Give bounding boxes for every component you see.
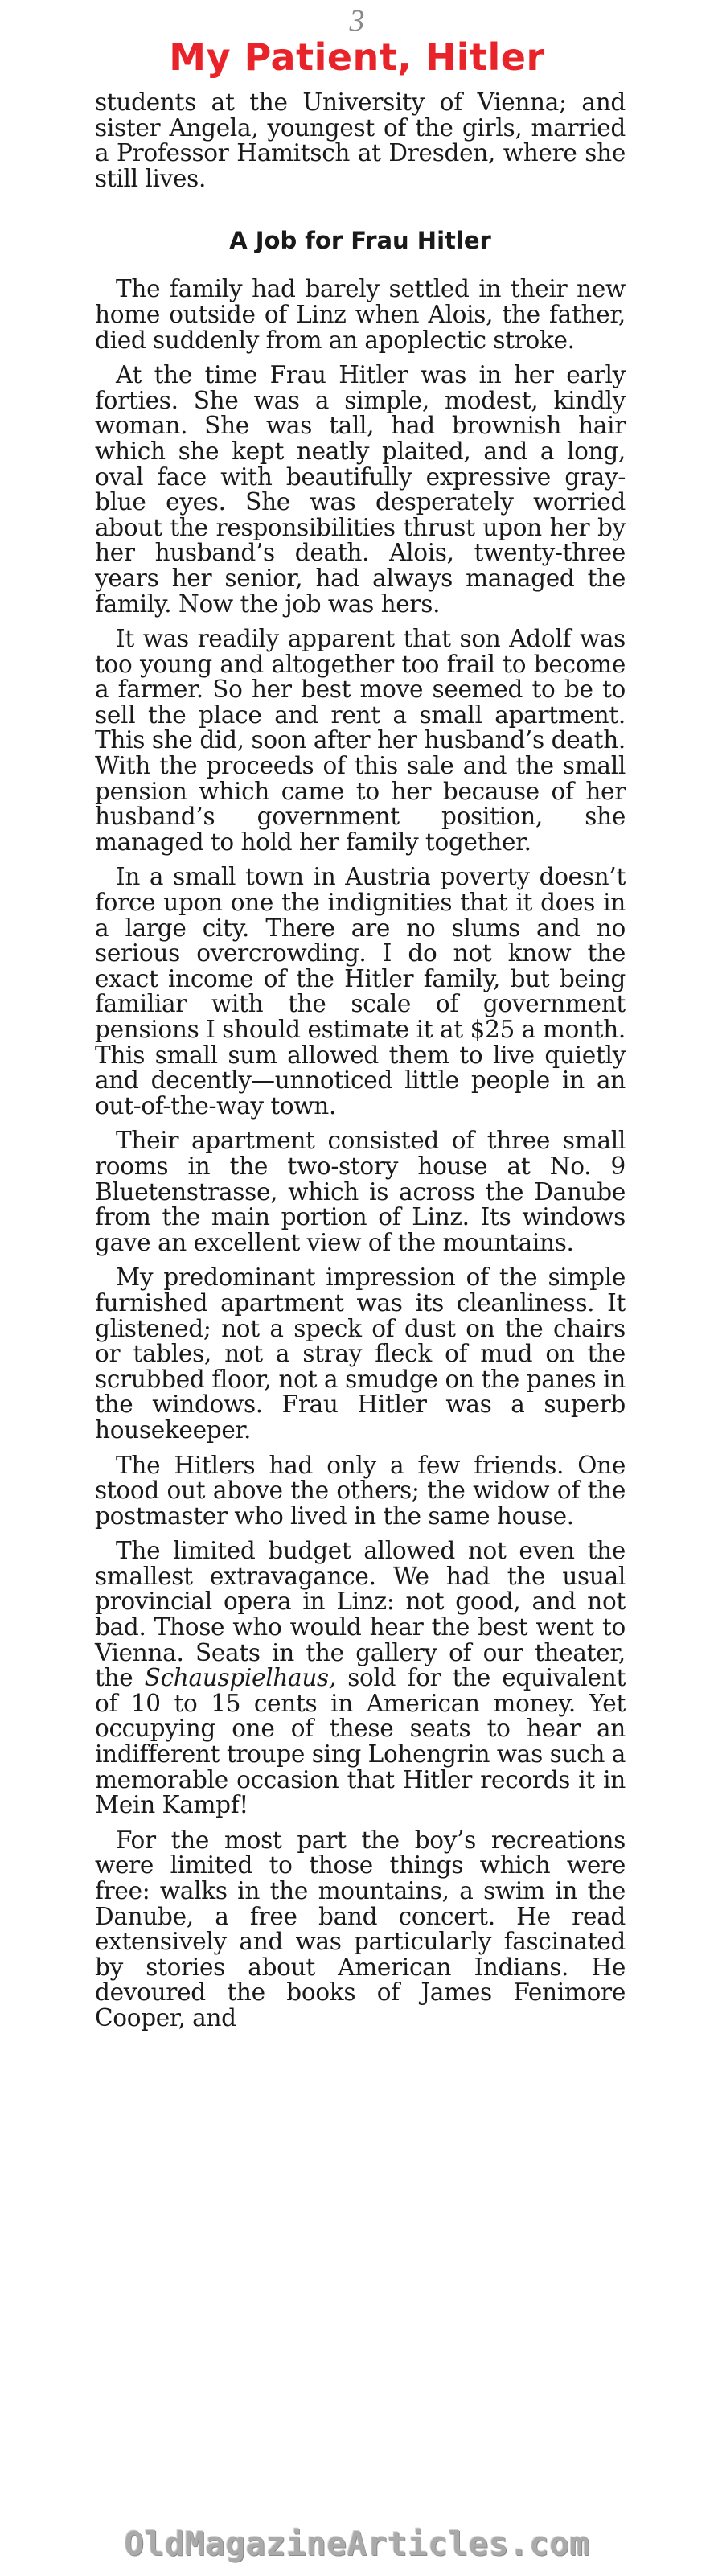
paragraph: The Hitlers had only a few friends. One stood out above the others; the widow of the postmaster who lived in the same house.: [95, 1451, 626, 1530]
paragraph: students at the University of Vienna; and sister Angela, youngest of the girls, married a Professor Hamitsch at Dresden, where she still lives.: [95, 88, 626, 192]
page-number: 3: [349, 4, 365, 38]
paragraph: The family had barely settled in their new home outside of Linz when Alois, the father, died suddenly from an apoplectic stroke.: [95, 275, 626, 354]
paragraph: At the time Frau Hitler was in her early forties. She was a simple, modest, kindly woman. She was tall, had brownish hair which she kept neatly plaited, and a long, oval face with beautifully expressive gray-blue eyes. She was desperately worried about the responsibilities thrust upon her by her husband’s death. Alois, twenty-three years her senior, had always managed the family. Now the job was hers.: [95, 361, 626, 618]
paragraph: My predominant impression of the simple furnished apartment was its cleanliness. It glistened; not a speck of dust on the chairs or tables, not a stray fleck of mud on the scrubbed floor, not a smudge on the panes in the windows. Frau Hitler was a superb housekeeper.: [95, 1263, 626, 1444]
headline: My Patient, Hitler: [169, 35, 545, 79]
theater-name: Schauspielhaus,: [144, 1664, 336, 1692]
paragraph: In a small town in Austria poverty doesn’t force upon one the indignities that it does in a large city. There are no slums and no serious overcrowding. I do not know the exact income of the Hitler family, but being familiar with the scale of government pensions I should estimate it at $25 a month. This small sum allowed them to live quietly and decently—unnoticed little people in an out-of-the-way town.: [95, 863, 626, 1120]
paragraph: It was readily apparent that son Adolf was too young and altogether too frail to become a farmer. So her best move seemed to be to sell the place and rent a small apartment. This she did, soon after her husband’s death. With the proceeds of this sale and the small pension which came to her because of her husband’s government position, she managed to hold her family together.: [95, 625, 626, 856]
paragraph: [95, 1539, 626, 1818]
paragraph: Their apartment consisted of three small rooms in the two-story house at No. 9 Bluetenstrasse, which is across the Danube from the main portion of Linz. Its windows gave an excellent view of the mountains.: [95, 1127, 626, 1256]
paragraph: For the most part the boy’s recreations were limited to those things which were free: walks in the mountains, a swim in the Danube, a free band concert. He read extensively and was particularly fascinated by stories about American Indians. He devoured the books of James Fenimore Cooper, and: [95, 1826, 626, 2032]
section-subhead: A Job for Frau Hitler: [229, 227, 491, 255]
article-body: [95, 90, 626, 2041]
site-watermark: OldMagazineArticles.com: [124, 2525, 590, 2563]
paragraph-text: The limited budget allowed not even the smallest extravagance. We had the usual provincial opera in Linz: not good, and not bad. Those who would hear the best went to Vienna. Seats in the gallery of our theater, the: [95, 1537, 626, 1692]
paragraph-text: sold for the equivalent of 10 to 15 cents in American money. Yet occupying one of these seats to hear an indifferent troupe sing Lohengrin was such a memorable occasion that Hitler records it in Mein Kampf!: [95, 1664, 626, 1819]
